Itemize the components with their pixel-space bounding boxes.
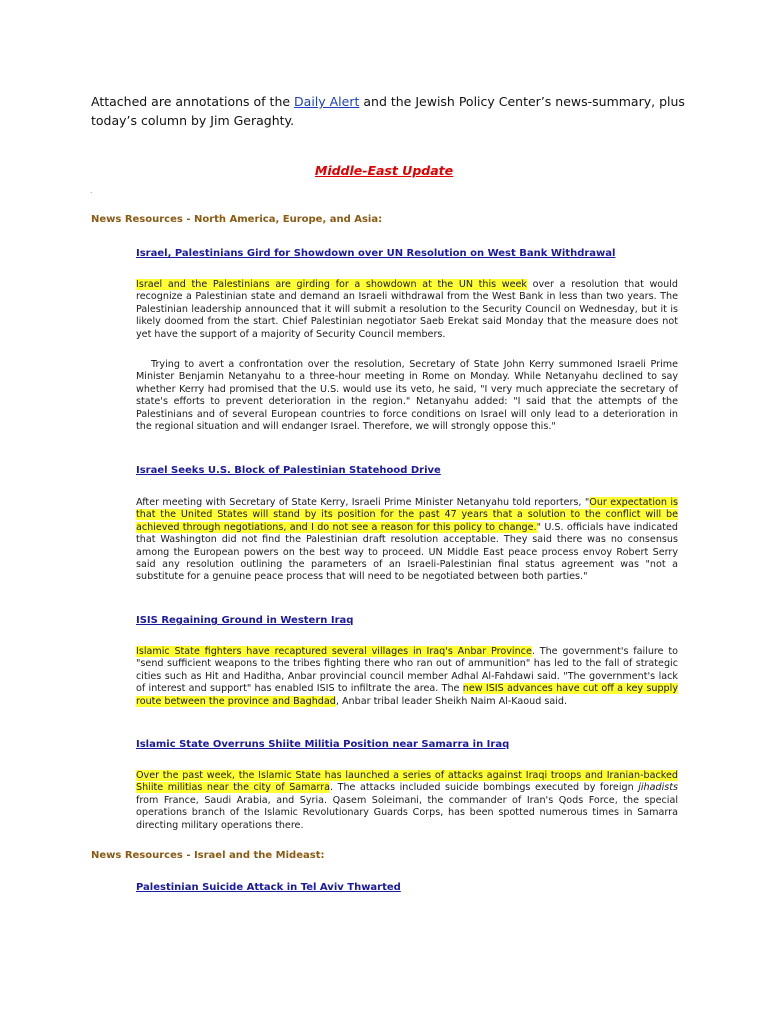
- article-paragraph: Islamic State fighters have recaptured several villages in Iraq's Anbar Province. The government's failure to "send sufficient weapons to the tribes fighting there who ran out of ammunition" has led to the fall of strategic cities such as Hit and Haditha, Anbar provincial council member Adhal Al-Fahdawi said. "The government's lack of interest and support" has enabled ISIS to infiltrate the area. The new ISIS advances have cut off a key supply route between the province and Baghdad, Anbar tribal leader Sheikh Naim Al-Kaoud said.: [136, 646, 678, 707]
- highlighted-text: Islamic State fighters have recaptured several villages in Iraq's Anbar Province: [136, 646, 532, 657]
- article-paragraph: Trying to avert a confrontation over the resolution, Secretary of State John Kerry summoned Israeli Prime Minister Benjamin Netanyahu to a three-hour meeting in Rome on Monday. While Netanyahu declined to say whether Kerry had promised that the U.S. would use its veto, he said, "I very much appreciate the secretary of state's efforts to prevent deterioration in the region." Netanyahu added: "I said that the attempts of the Palestinians and of several European countries to force conditions on Israel will only lead to a deterioration in the regional situation and will endanger Israel. Therefore, we will strongly oppose this.": [136, 359, 678, 433]
- highlighted-text: Over the past week, the Islamic State has launched a series of attacks against Iraqi troops and Iranian-backed Shiite militias near the city of Samarra: [136, 770, 678, 794]
- section-heading-israel-mideast: News Resources - Israel and the Mideast:: [91, 850, 325, 861]
- stray-dot: .: [90, 186, 93, 195]
- article-title-showdown[interactable]: Israel, Palestinians Gird for Showdown over UN Resolution on West Bank Withdrawal: [136, 248, 616, 259]
- highlighted-text: new ISIS advances have cut off a key supply route between the province and Baghdad: [136, 683, 678, 707]
- intro-paragraph: [91, 92, 691, 130]
- highlighted-text: Israel and the Palestinians are girding for a showdown at the UN this week: [136, 279, 527, 290]
- article-paragraph: After meeting with Secretary of State Kerry, Israeli Prime Minister Netanyahu told reporters, "Our expectation is that the United States will stand by its position for the past 47 years that a solution to the conflict will be achieved through negotiations, and I do not see a reason for this policy to change." U.S. officials have indicated that Washington did not find the Palestinian draft resolution acceptable. They said there was no consensus among the European powers on the best way to proceed. UN Middle East peace process envoy Robert Serry said any resolution outlining the parameters of an Israeli-Palestinian final status agreement was "not a substitute for a genuine peace process that will need to be negotiated between both parties.": [136, 497, 678, 583]
- article-paragraph: Over the past week, the Islamic State has launched a series of attacks against Iraqi troops and Iranian-backed Shiite militias near the city of Samarra. The attacks included suicide bombings executed by foreign jihadists from France, Saudi Arabia, and Syria. Qasem Soleimani, the commander of Iran's Qods Force, the special operations branch of the Islamic Revolutionary Guards Corps, has been spotted numerous times in Samarra directing military operations there.: [136, 770, 678, 831]
- daily-alert-link[interactable]: Daily Alert: [294, 94, 360, 109]
- article-title-samarra[interactable]: Islamic State Overruns Shiite Militia Position near Samarra in Iraq: [136, 739, 510, 750]
- article-title-us-block[interactable]: Israel Seeks U.S. Block of Palestinian Statehood Drive: [136, 465, 441, 476]
- article-title-isis-iraq[interactable]: ISIS Regaining Ground in Western Iraq: [136, 615, 354, 626]
- intro-suffix: and the Jewish Policy Center’s news-summary, plus today’s column by Jim Geraghty.: [91, 94, 685, 128]
- article-paragraph: Israel and the Palestinians are girding for a showdown at the UN this week over a resolution that would recognize a Palestinian state and demand an Israeli withdrawal from the West Bank in less than two years. The Palestinian leadership announced that it will submit a resolution to the Security Council on Wednesday, but it is likely doomed from the start. Chief Palestinian negotiator Saeb Erekat said Monday that the measure does not yet have the support of a majority of Security Council members.: [136, 279, 679, 340]
- highlighted-text: Our expectation is that the United States will stand by its position for the past 47 years that a solution to the conflict will be achieved through negotiations, and I do not see a reason for this policy to change.: [136, 497, 678, 533]
- middle-east-update-title[interactable]: Middle-East Update: [314, 163, 454, 178]
- intro-prefix: Attached are annotations of the: [91, 94, 295, 109]
- section-heading-north-america: News Resources - North America, Europe, and Asia:: [91, 214, 383, 225]
- article-title-tel-aviv[interactable]: Palestinian Suicide Attack in Tel Aviv Thwarted: [136, 882, 401, 893]
